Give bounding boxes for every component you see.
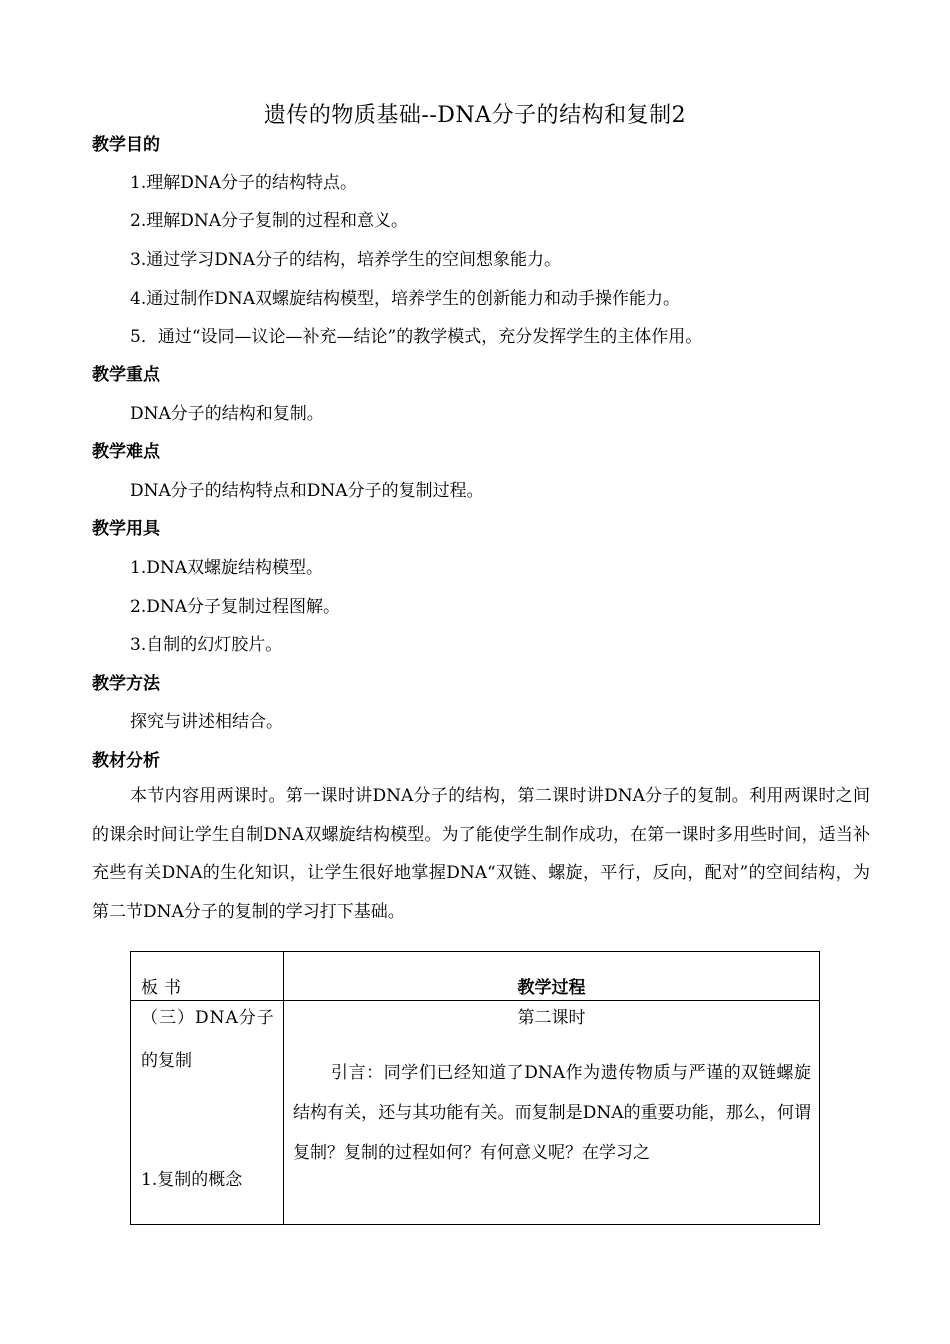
process-cell xyxy=(284,1001,820,1225)
analysis-paragraph: 本节内容用两课时。第一课时讲DNA分子的结构，第二课时讲DNA分子的复制。利用两课时之间的课余时间让学生自制DNA双螺旋结构模型。为了能使学生制作成功，在第一课时多用些时间，适当补充些有关DNA的生化知识，让学生很好地掌握DNA“双链、螺旋，平行，反向，配对”的空间结构，为第二节DNA分子的复制的学习打下基础。 xyxy=(92,786,870,922)
process-header-label: 教学过程 xyxy=(517,978,586,998)
table-header-process xyxy=(284,952,820,1001)
tool-item: 2.DNA分子复制过程图解。 xyxy=(130,597,341,617)
objective-item: 2.理解DNA分子复制的过程和意义。 xyxy=(130,211,409,231)
heading-methods: 教学方法 xyxy=(92,674,160,694)
objective-item: 1.理解DNA分子的结构特点。 xyxy=(130,173,358,193)
tool-item: 1.DNA双螺旋结构模型。 xyxy=(130,558,324,578)
objective-item: 3.通过学习DNA分子的结构，培养学生的空间想象能力。 xyxy=(130,250,562,270)
board-line: （三）DNA分子 xyxy=(141,1008,275,1028)
table-header-board xyxy=(131,952,284,1001)
heading-key-points: 教学重点 xyxy=(92,365,160,385)
intro-paragraph: 引言：同学们已经知道了DNA作为遗传物质与严谨的双链螺旋结构有关，还与其功能有关。而复制是DNA的重要功能，那么，何谓复制？复制的过程如何？有何意义呢？在学习之 xyxy=(293,1063,811,1163)
methods-text: 探究与讲述相结合。 xyxy=(130,712,283,732)
objective-item: 4.通过制作DNA双螺旋结构模型，培养学生的创新能力和动手操作能力。 xyxy=(130,289,681,309)
heading-analysis: 教材分析 xyxy=(92,751,160,771)
session-label: 第二课时 xyxy=(517,1008,586,1028)
heading-tools: 教学用具 xyxy=(92,519,160,539)
difficulties-text: DNA分子的结构特点和DNA分子的复制过程。 xyxy=(130,481,484,501)
board-header-label: 板书 xyxy=(141,978,187,998)
heading-objectives: 教学目的 xyxy=(92,135,160,155)
board-cell xyxy=(131,1001,284,1225)
lesson-table xyxy=(130,951,820,1225)
tool-item: 3.自制的幻灯胶片。 xyxy=(130,635,283,655)
board-line: 的复制 xyxy=(141,1051,192,1071)
document-title: 遗传的物质基础--DNA分子的结构和复制2 xyxy=(263,103,687,128)
board-line: 1.复制的概念 xyxy=(141,1170,243,1190)
key-points-text: DNA分子的结构和复制。 xyxy=(130,404,324,424)
heading-difficulties: 教学难点 xyxy=(92,442,160,462)
objective-item: 5．通过“设同—议论—补充—结论”的教学模式，充分发挥学生的主体作用。 xyxy=(130,327,703,347)
